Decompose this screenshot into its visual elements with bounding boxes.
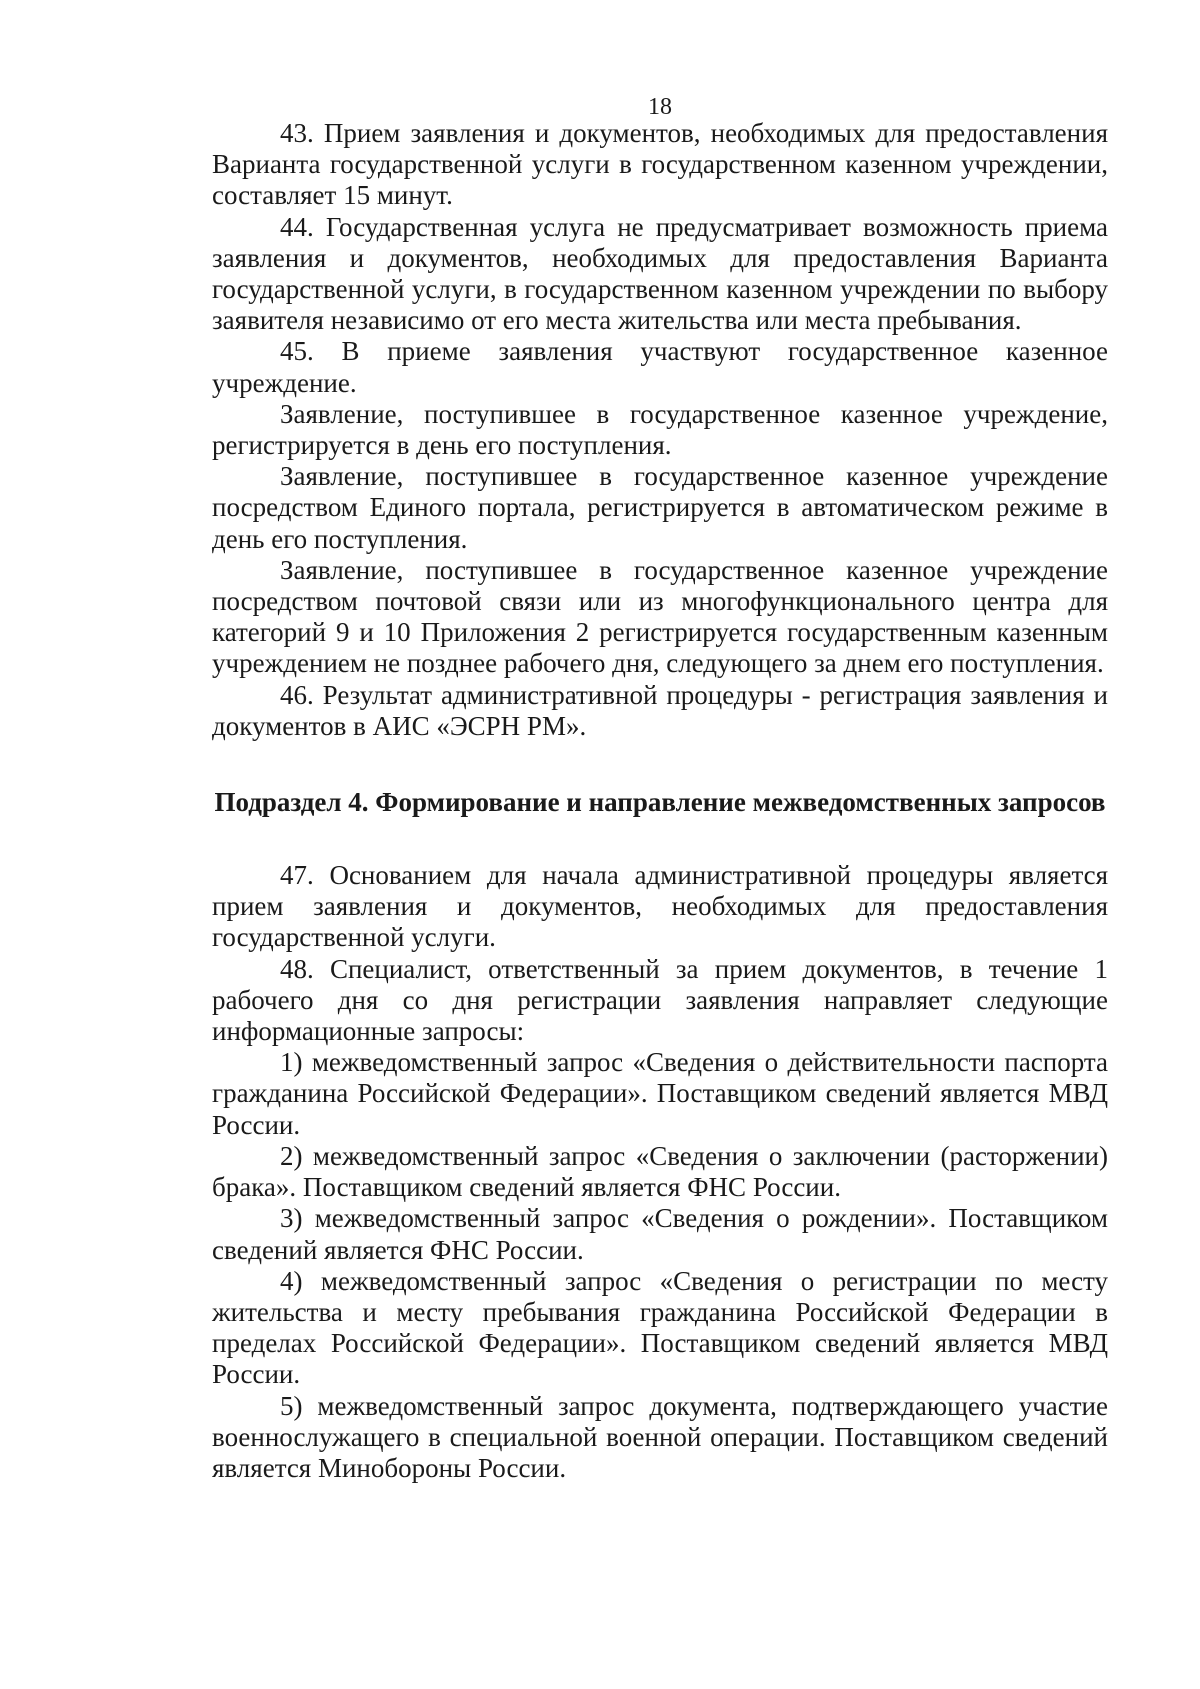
paragraph-44: 44. Государственная услуга не предусматривает возможность приема заявления и документов, необходимых для предоставления Варианта государственной услуги, в государственном казенном учреждении по выбору заявителя независимо от его места жительства или места пребывания.	[212, 211, 1108, 336]
paragraph-registration-mail: Заявление, поступившее в государственное казенное учреждение посредством почтовой связи или из многофункционального центра для категорий 9 и 10 Приложения 2 регистрируется государственным казенным учреждением не позднее рабочего дня, следующего за днем его поступления.	[212, 554, 1108, 679]
list-item-4: 4) межведомственный запрос «Сведения о регистрации по месту жительства и месту пребывания гражданина Российской Федерации в пределах Российской Федерации». Поставщиком сведений является МВД России.	[212, 1265, 1108, 1390]
section-heading: Подраздел 4. Формирование и направление межведомственных запросов	[214, 787, 1106, 818]
paragraph-registration-general: Заявление, поступившее в государственное казенное учреждение, регистрируется в день его поступления.	[212, 398, 1108, 461]
document-body	[212, 118, 1108, 1484]
page-number: 18	[648, 94, 672, 120]
list-item-2: 2) межведомственный запрос «Сведения о заключении (расторжении) брака». Поставщиком сведений является ФНС России.	[212, 1140, 1108, 1203]
paragraph-48: 48. Специалист, ответственный за прием документов, в течение 1 рабочего дня со дня регистрации заявления направляет следующие информационные запросы:	[212, 953, 1108, 1047]
paragraph-47: 47. Основанием для начала административной процедуры является прием заявления и документов, необходимых для предоставления государственной услуги.	[212, 860, 1108, 953]
paragraph-registration-portal: Заявление, поступившее в государственное казенное учреждение посредством Единого портала, регистрируется в автоматическом режиме в день его поступления.	[212, 461, 1108, 554]
list-item-5: 5) межведомственный запрос документа, подтверждающего участие военнослужащего в специальной военной операции. Поставщиком сведений является Минобороны России.	[212, 1390, 1108, 1483]
list-item-3: 3) межведомственный запрос «Сведения о рождении». Поставщиком сведений является ФНС России.	[212, 1203, 1108, 1265]
list-item-1: 1) межведомственный запрос «Сведения о действительности паспорта гражданина Российской Федерации». Поставщиком сведений является МВД России.	[212, 1047, 1108, 1140]
paragraph-46: 46. Результат административной процедуры - регистрация заявления и документов в АИС «ЭСРН РМ».	[212, 679, 1108, 741]
paragraph-43: 43. Прием заявления и документов, необходимых для предоставления Варианта государственной услуги в государственном казенном учреждении, составляет 15 минут.	[212, 118, 1108, 211]
paragraph-45: 45. В приеме заявления участвуют государственное казенное учреждение.	[212, 336, 1108, 398]
